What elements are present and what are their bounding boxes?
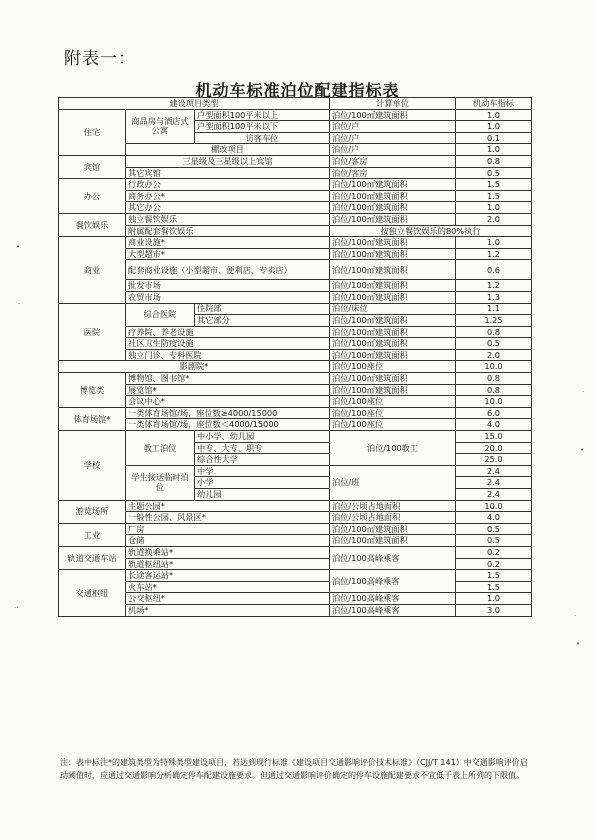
item-cell: 中学: [195, 465, 330, 477]
subcategory-cell: 轨道枢纽站*: [126, 558, 330, 570]
value-cell: 1.0: [456, 121, 532, 133]
item-cell: 综合性大学: [195, 454, 330, 466]
subcategory-cell: 棚改项目: [126, 144, 330, 156]
subcategory-cell: 社区卫生防疫设施: [126, 338, 330, 350]
header-project-type: 建设项目类型: [59, 98, 330, 110]
table-row: [59, 407, 532, 419]
table-row: [59, 465, 532, 477]
subcategory-cell: 独立门诊、专科医院: [126, 349, 330, 361]
value-cell: 0.6: [456, 260, 532, 280]
table-row: [59, 303, 532, 315]
value-cell: 1.1: [456, 303, 532, 315]
table-row: [59, 326, 532, 338]
scan-mark: •: [580, 446, 585, 454]
subcategory-cell: 轨道换乘站*: [126, 546, 330, 558]
unit-cell: 泊位/100座位: [330, 396, 456, 408]
subcategory-cell: 一类体育场馆/场，座位数≥4000/15000: [126, 407, 330, 419]
scan-mark: ·: [574, 612, 577, 620]
table-row: [59, 535, 532, 547]
subcategory-cell: 影剧院*: [59, 361, 330, 373]
subcategory-cell: 其它办公: [126, 202, 330, 214]
item-cell: 户型面积100平米以下: [195, 121, 330, 133]
subcategory-cell: 主题公园*: [126, 500, 330, 512]
subcategory-cell: 厂房: [126, 523, 330, 535]
table-row: [59, 419, 532, 431]
table-row: [59, 144, 532, 156]
value-cell: 2.4: [456, 465, 532, 477]
unit-cell: 泊位/100㎡建筑面积: [330, 280, 456, 292]
category-cell: 宾馆: [59, 155, 126, 178]
scan-mark: ··: [14, 604, 19, 612]
subcategory-cell: 学生接送临时泊位: [126, 465, 195, 500]
item-cell: 幼儿园: [195, 489, 330, 501]
table-row: [59, 202, 532, 214]
item-cell: 小学: [195, 477, 330, 489]
table-row: [59, 396, 532, 408]
value-cell: 0.2: [456, 558, 532, 570]
subcategory-cell: 仓储: [126, 535, 330, 547]
unit-cell: 泊位/公顷占地面积: [330, 500, 456, 512]
value-cell: 0.2: [456, 546, 532, 558]
value-cell: 0.5: [456, 338, 532, 350]
category-cell: 医院: [59, 303, 126, 361]
category-cell: 交通枢纽: [59, 570, 126, 616]
unit-cell: 泊位/100㎡建筑面积: [330, 373, 456, 385]
category-cell: 住宅: [59, 109, 126, 155]
scan-mark: •: [576, 640, 581, 648]
value-cell: 0.1: [456, 132, 532, 144]
unit-cell: 泊位/100㎡建筑面积: [330, 248, 456, 260]
unit-cell: 泊位/100㎡建筑面积: [330, 535, 456, 547]
table-row: [59, 213, 532, 225]
unit-cell: 泊位/户: [330, 144, 456, 156]
unit-cell: 泊位/100教工: [330, 431, 456, 466]
unit-cell: 泊位/100㎡建筑面积: [330, 190, 456, 202]
value-cell: 0.8: [456, 326, 532, 338]
table-row: [59, 604, 532, 616]
unit-cell: 泊位/100㎡建筑面积: [330, 213, 456, 225]
table-row: [59, 523, 532, 535]
subcategory-cell: 商品房与酒店式公寓: [126, 109, 195, 144]
unit-cell: 泊位/100高峰乘客: [330, 546, 456, 569]
value-cell: 1.0: [456, 144, 532, 156]
subcategory-cell: 一类体育场馆/场，座位数＜4000/15000: [126, 419, 330, 431]
table-row: [59, 546, 532, 558]
unit-cell: 泊位/100㎡建筑面积: [330, 338, 456, 350]
table-row: [59, 558, 532, 570]
value-cell: 0.8: [456, 373, 532, 385]
unit-cell: 泊位/客房: [330, 167, 456, 179]
value-cell: 0.8: [456, 155, 532, 167]
unit-cell: 泊位/100㎡建筑面积: [330, 315, 456, 327]
value-cell: 25.0: [456, 454, 532, 466]
unit-cell: 泊位/100㎡建筑面积: [330, 523, 456, 535]
table-row: [59, 280, 532, 292]
unit-cell: 泊位/100座位: [330, 361, 456, 373]
value-cell: 2.4: [456, 477, 532, 489]
unit-cell: 泊位/100高峰乘客: [330, 570, 456, 593]
table-row: [59, 349, 532, 361]
subcategory-cell: 其它宾馆: [126, 167, 330, 179]
subcategory-cell: 机场*: [126, 604, 330, 616]
value-cell: 2.4: [456, 489, 532, 501]
unit-cell: 泊位/100㎡建筑面积: [330, 326, 456, 338]
value-cell: 20.0: [456, 442, 532, 454]
unit-cell: 泊位/户: [330, 132, 456, 144]
subcategory-cell: 农贸市场: [126, 291, 330, 303]
value-cell: 1.5: [456, 570, 532, 582]
category-cell: 餐饮娱乐: [59, 213, 126, 236]
unit-cell: 泊位/班: [330, 465, 456, 500]
table-row: [59, 581, 532, 593]
item-cell: 中小学、幼儿园: [195, 431, 330, 443]
table-row: [59, 338, 532, 350]
unit-cell: 泊位/床位: [330, 303, 456, 315]
category-cell: 博览类: [59, 373, 126, 408]
table-row: [59, 167, 532, 179]
unit-cell: 泊位/100㎡建筑面积: [330, 349, 456, 361]
table-row: [59, 431, 532, 443]
unit-cell: 泊位/客房: [330, 155, 456, 167]
value-cell: 10.0: [456, 396, 532, 408]
subcategory-cell: 配套商业设施（小型超市、便利店、专卖店）: [126, 260, 330, 280]
value-cell: 0.5: [456, 535, 532, 547]
value-cell: 0.5: [456, 167, 532, 179]
table-row: [59, 512, 532, 524]
scan-mark: •: [16, 243, 21, 251]
table-title: 机动车标准泊位配建指标表: [195, 81, 400, 100]
table-header-row: [59, 98, 532, 110]
value-cell: 10.0: [456, 361, 532, 373]
unit-cell: 泊位/100座位: [330, 419, 456, 431]
value-cell: 0.5: [456, 523, 532, 535]
unit-cell: 泊位/100高峰乘客: [330, 593, 456, 605]
unit-cell: 泊位/100㎡建筑面积: [330, 202, 456, 214]
item-cell: 户型面积100平米以上: [195, 109, 330, 121]
value-cell: 1.0: [456, 109, 532, 121]
value-cell: 1.2: [456, 248, 532, 260]
value-cell: 15.0: [456, 431, 532, 443]
value-cell: 10.0: [456, 500, 532, 512]
value-cell: 1.0: [456, 237, 532, 249]
subcategory-cell: 综合医院: [126, 303, 195, 326]
subcategory-cell: 展览馆*: [126, 384, 330, 396]
unit-cell: 泊位/100㎡建筑面积: [330, 384, 456, 396]
unit-cell: 泊位/100㎡建筑面积: [330, 291, 456, 303]
table-row: [59, 248, 532, 260]
subcategory-cell: 公交枢纽*: [126, 593, 330, 605]
unit-cell: 泊位/100㎡建筑面积: [330, 260, 456, 280]
scan-mark: ·: [582, 388, 585, 396]
category-cell: 工业: [59, 523, 126, 546]
table-row: [59, 260, 532, 280]
value-cell: 1.25: [456, 315, 532, 327]
table-row: [59, 155, 532, 167]
table-row: [59, 361, 532, 373]
unit-cell: 泊位/100座位: [330, 407, 456, 419]
table-row: [59, 291, 532, 303]
item-cell: 住院部: [195, 303, 330, 315]
subcategory-cell: 行政办公: [126, 179, 330, 191]
item-cell: 访客车位: [195, 132, 330, 144]
table-row: [59, 225, 532, 237]
value-cell: 1.5: [456, 190, 532, 202]
table-row: [59, 190, 532, 202]
merged-rule-cell: 按独立餐饮娱乐的80%执行: [330, 225, 532, 237]
subcategory-cell: 大型超市*: [126, 248, 330, 260]
table-row: [59, 237, 532, 249]
category-cell: 游览场所: [59, 500, 126, 523]
item-cell: 中专、大专、职专: [195, 442, 330, 454]
table-row: [59, 593, 532, 605]
unit-cell: 泊位/100㎡建筑面积: [330, 109, 456, 121]
value-cell: 4.0: [456, 419, 532, 431]
table-row: [59, 570, 532, 582]
subcategory-cell: 一般性公园、风景区*: [126, 512, 330, 524]
value-cell: 0.8: [456, 384, 532, 396]
unit-cell: 泊位/100㎡建筑面积: [330, 237, 456, 249]
category-cell: 商业: [59, 237, 126, 303]
subcategory-cell: 商业设施*: [126, 237, 330, 249]
subcategory-cell: 批发市场: [126, 280, 330, 292]
header-index: 机动车指标: [456, 98, 532, 110]
category-cell: 轨道交通车站: [59, 546, 126, 569]
unit-cell: 泊位/100高峰乘客: [330, 604, 456, 616]
value-cell: 2.0: [456, 213, 532, 225]
category-cell: 体育场馆*: [59, 407, 126, 430]
value-cell: 1.0: [456, 593, 532, 605]
subcategory-cell: 疗养院、养老设施: [126, 326, 330, 338]
table-row: [59, 109, 532, 121]
table-row: [59, 373, 532, 385]
appendix-label: 附表一：: [64, 49, 136, 69]
category-cell: 办公: [59, 179, 126, 214]
subcategory-cell: 博物馆、图书馆*: [126, 373, 330, 385]
unit-cell: 泊位/100㎡建筑面积: [330, 179, 456, 191]
subcategory-cell: 长途客运站*: [126, 570, 330, 582]
value-cell: 1.3: [456, 291, 532, 303]
value-cell: 6.0: [456, 407, 532, 419]
item-cell: 其它部分: [195, 315, 330, 327]
value-cell: 1.2: [456, 280, 532, 292]
table-row: [59, 384, 532, 396]
subcategory-cell: 商务办公*: [126, 190, 330, 202]
value-cell: 1.0: [456, 202, 532, 214]
value-cell: 4.0: [456, 512, 532, 524]
category-cell: 学校: [59, 431, 126, 501]
value-cell: 3.0: [456, 604, 532, 616]
value-cell: 2.0: [456, 349, 532, 361]
table-row: [59, 179, 532, 191]
subcategory-cell: 会议中心*: [126, 396, 330, 408]
table-row: [59, 500, 532, 512]
subcategory-cell: 附属配套餐饮娱乐: [126, 225, 330, 237]
scan-mark: ·: [18, 300, 21, 308]
subcategory-cell: 教工泊位: [126, 431, 195, 466]
value-cell: 1.5: [456, 179, 532, 191]
table-footnote: 注：表中标注*的建筑类型为特殊类型建设项目，若达到现行标准《建设项目交通影响评价技术标准》（CJJ/T 141）中交通影响评价启动阈值时，应通过交通影响分析确定停车配建设施要求。但通过交通影响评价确定的停车设施配建要求不宜低于表上所列的下限值。: [60, 758, 528, 780]
subcategory-cell: 独立餐饮娱乐: [126, 213, 330, 225]
parking-standard-table: [58, 97, 532, 617]
unit-cell: 泊位/户: [330, 121, 456, 133]
header-unit: 计算单位: [330, 98, 456, 110]
subcategory-cell: 火车站*: [126, 581, 330, 593]
subcategory-cell: 三星级及三星级以上宾馆: [126, 155, 330, 167]
value-cell: 1.5: [456, 581, 532, 593]
unit-cell: 泊位/公顷占地面积: [330, 512, 456, 524]
